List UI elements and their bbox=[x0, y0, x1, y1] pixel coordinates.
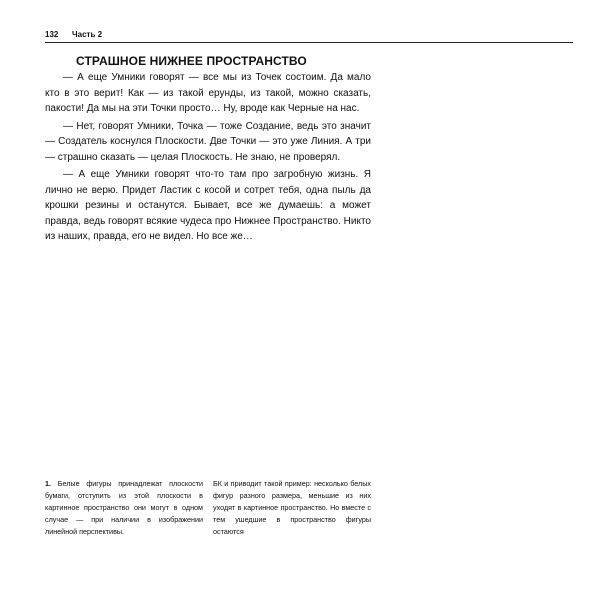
footnote-left-column bbox=[45, 478, 203, 538]
paragraph: — А еще Умники говорят что-то там про загробную жизнь. Я лично не верю. Придет Ластик с косой и сотрет тебя, одна пыль да крошки резины и останутся. Бывает, все же думаешь: а может правда, ведь говорят всякие чудеса про Нижнее Пространство. Никто из наших, правда, его не видел. Но все же… bbox=[45, 169, 371, 242]
running-header bbox=[45, 28, 573, 43]
part-label: Часть 2 bbox=[72, 30, 103, 39]
footnote-number: 1. bbox=[45, 479, 51, 488]
paragraph: — Нет, говорят Умники, Точка — тоже Создание, ведь это значит — Создатель коснулся Плоскости. Две Точки — это уже Линия. А три — страшно сказать — целая Плоскость. Не знаю, не проверял. bbox=[45, 120, 371, 163]
footnote-right-column bbox=[213, 478, 371, 538]
footnote-text-right: БК и приводит такой пример: несколько белых фигур разного размера, меньшие из них уходят в картинное пространство. Но вместе с тем ушедшие в пространство фигуры остаются bbox=[213, 479, 371, 536]
paragraph: — А еще Умники говорят — все мы из Точек состоим. Да мало кто в это верит! Как — из такой ерунды, из такой, можно сказать, пакости! Да мы на эти Точки просто… Ну, вроде как Черные на нас. bbox=[45, 72, 371, 114]
section-title: СТРАШНОЕ НИЖНЕЕ ПРОСТРАНСТВО bbox=[76, 54, 307, 68]
footnote-text-left: Белые фигуры принадлежат плоскости бумаги, отступить из этой плоскости в картинное пространство они могут в одном случае — при наличии в изображении линейной перспективы. bbox=[45, 479, 204, 536]
body-text bbox=[45, 70, 371, 247]
page-number: 132 bbox=[45, 30, 59, 39]
